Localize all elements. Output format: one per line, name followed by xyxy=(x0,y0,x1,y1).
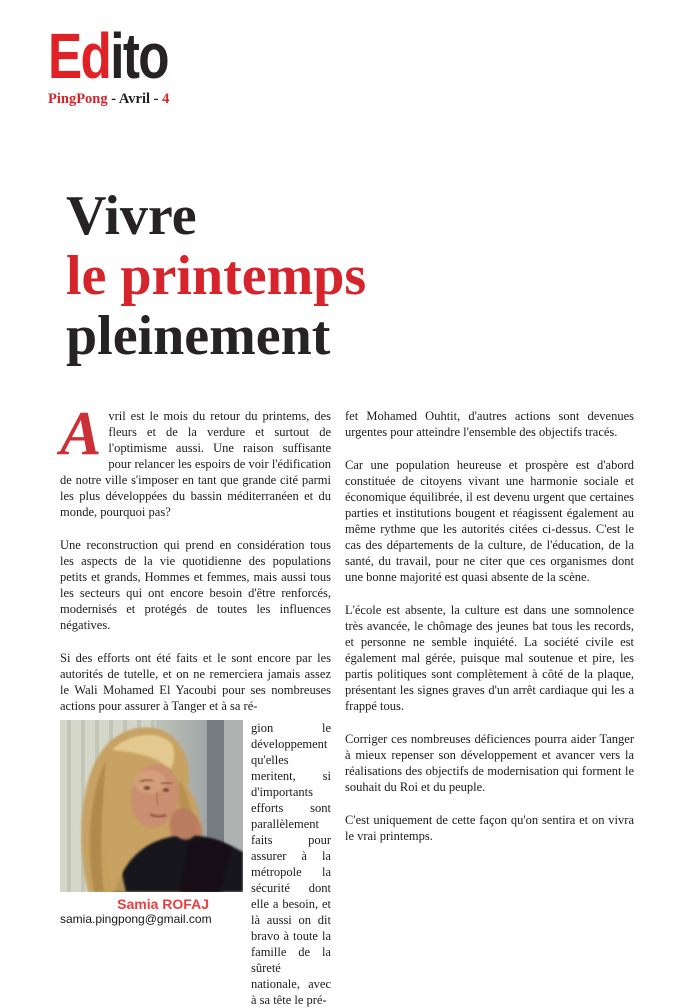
paragraph-wrapped: gion le développement qu'elles meritent, si d'importants efforts sont parallèlement faits pour assurer à la métropole la sécurité dont elle a besoin, et là aussi on dit bravo à toute la famille de la sûreté nationale, avec à sa tête le pré- xyxy=(251,721,331,1007)
paragraph: Corriger ces nombreuses déficiences pourra aider Tanger à mieux repenser son développement et avancer vers la réalisations des objectifs de modernisation qui forment le souhait du Roi et du peuple. xyxy=(345,732,634,794)
paragraph: Une reconstruction qui prend en considération tous les aspects de la vie quotidienne des populations petits et grands, Hommes et femmes, mais aussi tous les secteurs qui ont encore besoin d'être renforcés, modernisés et protégés de toutes les influences négatives. xyxy=(60,538,331,632)
magazine-name: PingPong xyxy=(48,91,108,107)
issue-number: 4 xyxy=(162,91,170,107)
issue-tagline xyxy=(48,91,198,108)
photo-row xyxy=(60,720,331,1008)
drop-cap: A xyxy=(60,400,102,468)
paragraph-text: vril est le mois du retour du printems, des fleurs et de la verdure et surtout de l'optimisme aussi. Une raison suffisante pour relancer les espoirs de voir l'édification de notre ville s'imposer en tant que grande cité parmi les plus développées du bassin méditerranéen et du monde, pourquoi pas? xyxy=(60,409,331,519)
paragraph: C'est uniquement de cette façon qu'on sentira et on vivra le vrai printemps. xyxy=(345,813,634,843)
column-right xyxy=(345,408,634,1008)
section-logo xyxy=(48,20,168,92)
logo-part-dark: ito xyxy=(110,20,168,92)
paragraph: Car une population heureuse et prospère est d'abord constituée de citoyens vivant une harmonie sociale et économique équilibrée, il est devenu urgent que certaines parties et institutions bougent et réagissent également au même rythme que les autorités citées ci-dessus. C'est le cas des départements de la culture, de l'éducation, de la santé, du travail, pour ne citer que ces organismes dont une bonne majorité est quasi absente de la scène. xyxy=(345,458,634,584)
tagline-separator: - Avril - xyxy=(107,91,163,107)
paragraph: Si des efforts ont été faits et le sont encore par les autorités de tutelle, et on ne remerciera jamais assez le Wali Mohamed El Yacoubi pour ses nombreuses actions pour assurer à Tanger et à sa ré- xyxy=(60,651,331,713)
author-figure xyxy=(60,720,243,1008)
author-email: samia.pingpong@gmail.com xyxy=(60,912,212,926)
page-header xyxy=(48,20,198,108)
author-name: Samia ROFAJ xyxy=(117,896,209,912)
column-left xyxy=(60,400,331,1008)
title-line-1: Vivre xyxy=(66,185,197,247)
title-line-2: le printemps xyxy=(66,245,367,307)
paragraph: fet Mohamed Ouhtit, d'autres actions sont devenues urgentes pour atteindre l'ensemble des objectifs tracés. xyxy=(345,409,634,439)
article-body xyxy=(60,400,634,1008)
title-line-3: pleinement xyxy=(66,305,331,367)
paragraph xyxy=(60,400,331,520)
portrait-photo xyxy=(60,720,243,892)
logo-part-red: Ed xyxy=(48,20,111,92)
article-title xyxy=(66,186,366,366)
paragraph: L'école est absente, la culture est dans une somnolence très avancée, le chômage des jeunes bat tous les records, et personne ne semble inquiété. La société civile est également mal gérée, puisque mal soutenue et pire, les partis politiques sont complètement à côté de la plaque, présentant les signes graves d'un arrêt cardiaque qui les a frappé tous. xyxy=(345,603,634,713)
